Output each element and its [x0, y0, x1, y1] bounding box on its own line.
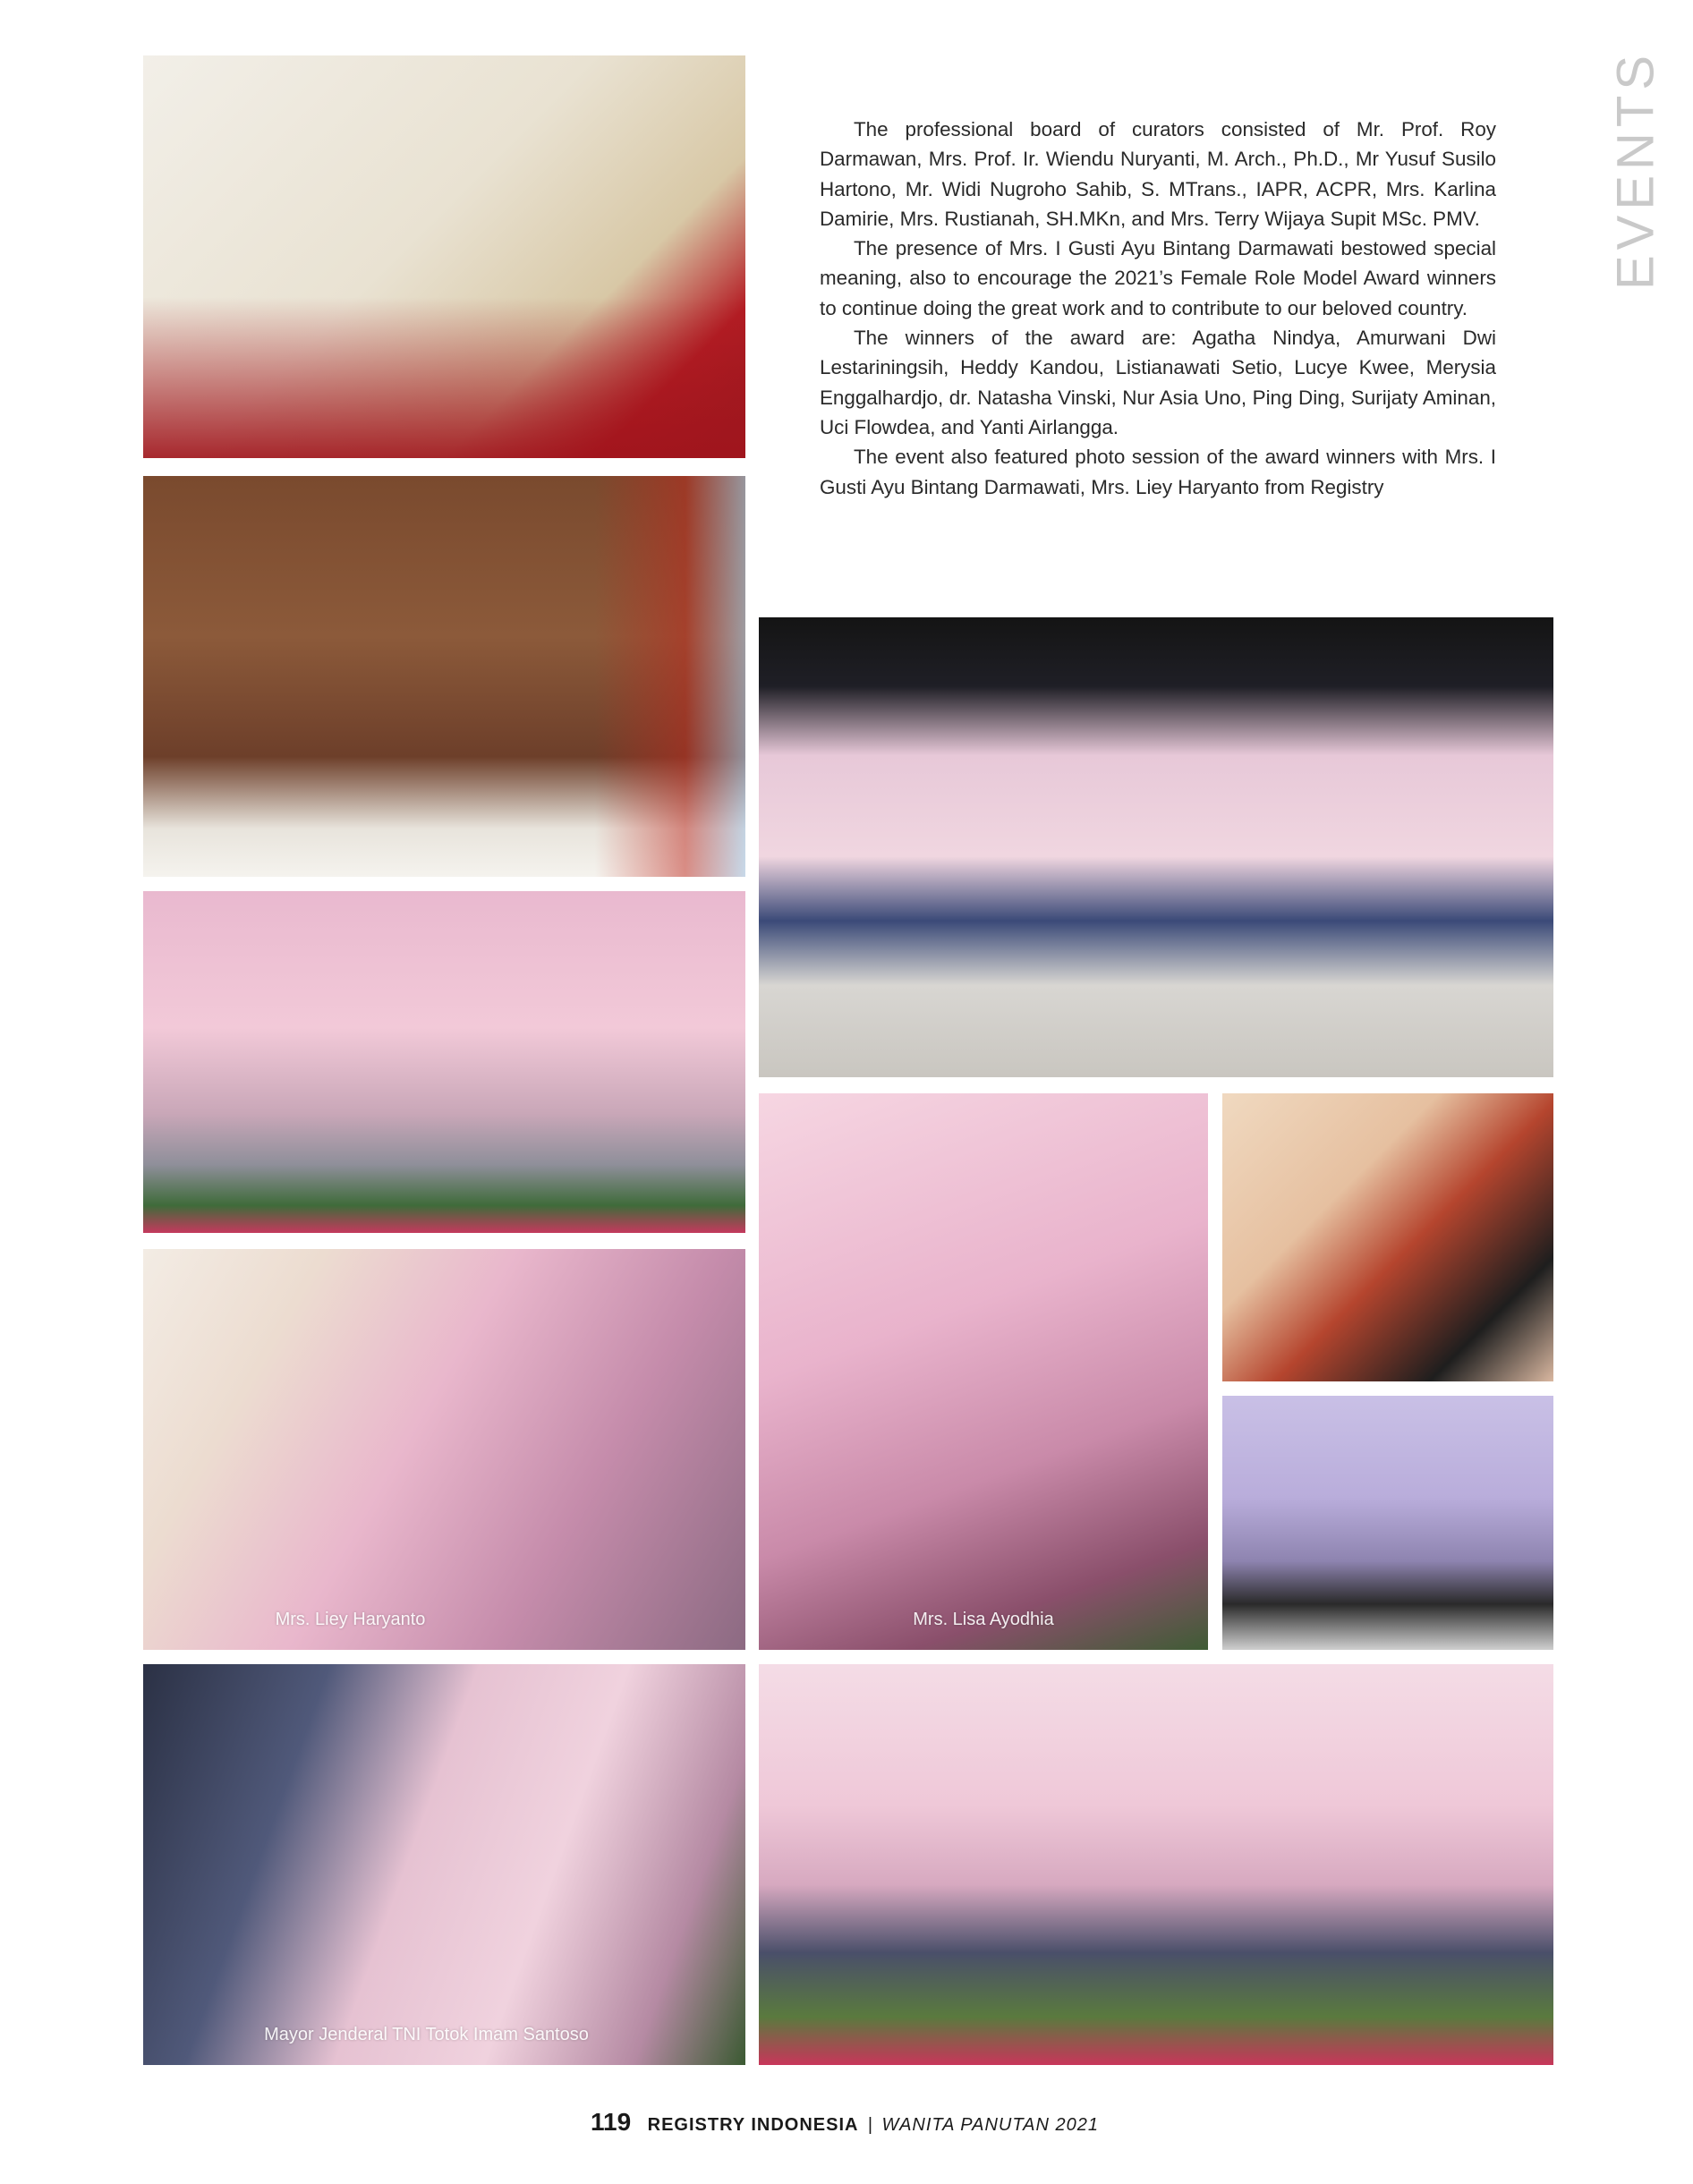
edition-name: WANITA PANUTAN 2021: [881, 2115, 1099, 2135]
caption-liey: Mrs. Liey Haryanto: [275, 1610, 426, 1629]
publication-name: REGISTRY INDONESIA: [647, 2115, 859, 2135]
caption-lisa: Mrs. Lisa Ayodhia: [913, 1610, 1054, 1629]
photo-winners-stage-group: [759, 1664, 1553, 2065]
photo-banners-red-carpet: [143, 55, 745, 458]
photo-award-winners-certificates: [143, 891, 745, 1233]
footer-separator: |: [867, 2115, 873, 2135]
body-paragraph: The winners of the award are: Agatha Nindya, Amurwani Dwi Lestariningsih, Heddy Kandou, Listianawati Setio, Lucye Kwee, Merysia Enggalhardjo, dr. Natasha Vinski, Nur Asia Uno, Ping Ding, Surijaty Aminan, Uci Flowdea, and Yanti Airlangga.: [820, 327, 1496, 438]
body-paragraph: The event also featured photo session of the award winners with Mrs. I Gusti Ayu Bintang Darmawati, Mrs. Liey Haryanto from Registry: [820, 446, 1496, 498]
caption-mayor: Mayor Jenderal TNI Totok Imam Santoso: [264, 2025, 589, 2044]
photo-group-formal: [143, 476, 745, 877]
photo-trophies: [1222, 1396, 1553, 1650]
photo-ballroom-stage: [759, 617, 1553, 1077]
photo-speaker-mayor: [143, 1664, 745, 2065]
body-paragraph: The presence of Mrs. I Gusti Ayu Bintang Darmawati bestowed special meaning, also to encourage the 2021’s Female Role Model Award winners to continue doing the great work and to contribute to our beloved country.: [820, 237, 1496, 319]
page-footer: [591, 2108, 1099, 2137]
photo-couple-portrait: [1222, 1093, 1553, 1381]
section-label: EVENTS: [1606, 49, 1665, 291]
article-body: [820, 115, 1496, 502]
body-paragraph: The professional board of curators consisted of Mr. Prof. Roy Darmawan, Mrs. Prof. Ir. Wiendu Nuryanti, M. Arch., Ph.D., Mr Yusuf Susilo Hartono, Mr. Widi Nugroho Sahib, S. MTrans., IAPR, ACPR, Mrs. Karlina Damirie, Mrs. Rustianah, SH.MKn, and Mrs. Terry Wijaya Supit MSc. PMV.: [820, 118, 1496, 230]
photo-speaker-liey: [143, 1249, 745, 1650]
page-number: 119: [591, 2108, 632, 2136]
photo-speaker-lisa: [759, 1093, 1208, 1650]
